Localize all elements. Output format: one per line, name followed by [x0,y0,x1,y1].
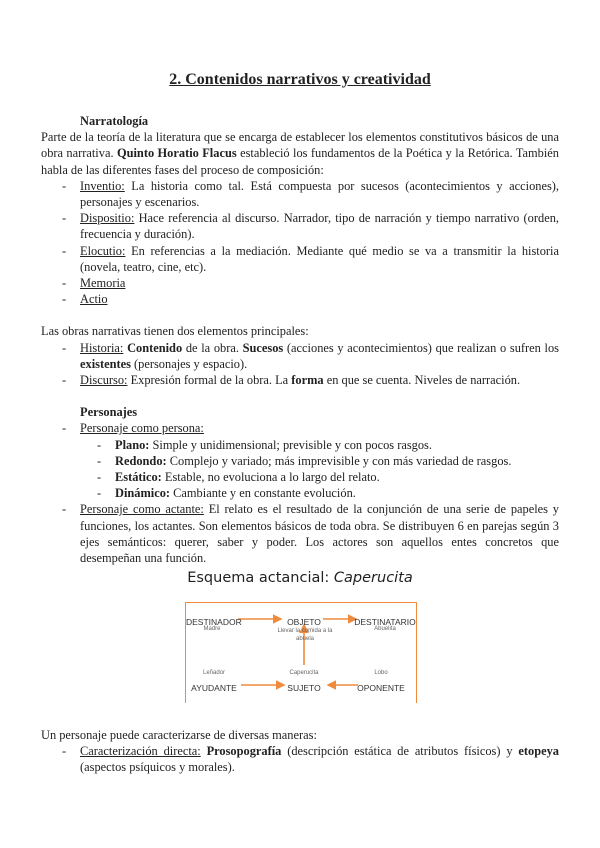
list-item: - Actio [41,291,559,307]
list-item: - Personaje como persona: [41,420,559,436]
paragraph: Las obras narrativas tienen dos elementos principales: [41,324,309,339]
list-item: - Elocutio: En referencias a la mediación. Mediante qué medio se va a transmitir la historia (novela, teatro, cine, etc). [41,243,559,275]
list [41,501,559,566]
list-item: - Discurso: Expresión formal de la obra. La forma en que se cuenta. Niveles de narración. [41,372,559,388]
diagram-title: Esquema actancial: Caperucita [187,570,413,586]
sublist [41,437,559,502]
list-item: - Memoria [41,275,559,291]
ayudante-label: AYUDANTE [191,683,237,693]
list [41,340,559,389]
list-item: - Inventio: La historia como tal. Está compuesta por sucesos (acontecimientos y acciones), personajes y escenarios. [41,178,559,210]
objeto-value: Llevar la comida a la abuela [277,628,333,642]
oponente-label: OPONENTE [357,683,405,693]
destinador-label: DESTINADOR [186,617,242,627]
list-item: - Historia: Contenido de la obra. Sucesos (acciones y acontecimientos) que realizan o sufren los existentes (personajes y espacio). [41,340,559,372]
paragraph: Parte de la teoría de la literatura que se encarga de establecer los elementos constitutivos básicos de una obra narrativa. Quinto Horatio Flacus estableció los fundamentos de la Poética y la Retórica. También habla de las diferentes fases del proceso de composición: [41,130,559,177]
destinatario-label: DESTINATARIO [354,617,416,627]
list [41,743,559,775]
actantial-diagram [185,602,417,703]
narratologia-section [41,113,559,566]
list-item: - Personaje como actante: El relato es el resultado de la conjunción de una serie de papeles y funciones, los actantes. Son elementos básicos de toda obra. Se distribuyen 6 en parejas según 3 ejes semánticos: querer, saber y poder. Los actores son aquellos entes concretos que desempeñan una función. [41,501,559,566]
sujeto-value: Caperucita [289,670,319,676]
oponente-value: Lobo [374,670,388,676]
list [41,178,559,308]
list-item: - Redondo: Complejo y variado; más imprevisible y con más variedad de rasgos. [41,453,559,469]
list-item: - Plano: Simple y unidimensional; previsible y con pocos rasgos. [41,437,559,453]
destinatario-value: Abuelita [374,626,396,632]
objeto-label: OBJETO [287,617,321,627]
section-heading: Personajes [80,405,138,420]
list-item: - Dispositio: Hace referencia al discurso. Narrador, tipo de narración y tiempo narrativo (orden, frecuencia y duración). [41,210,559,242]
destinador-value: Madre [203,626,221,632]
list-item: - Caracterización directa: Prosopografía (descripción estática de atributos físicos) y etopeya (aspectos psíquicos y morales). [41,743,559,775]
sujeto-label: SUJETO [287,683,321,693]
paragraph: Un personaje puede caracterizarse de diversas maneras: [41,728,317,742]
ayudante-value: Leñador [202,670,226,676]
page-title: 2. Contenidos narrativos y creatividad [169,71,431,88]
list-item: - Estático: Estable, no evoluciona a lo largo del relato. [41,469,559,485]
list-item: - Dinámico: Cambiante y en constante evolución. [41,485,559,501]
caracterizacion-section [41,727,559,776]
section-heading: Narratología [80,114,149,128]
list [41,420,559,436]
